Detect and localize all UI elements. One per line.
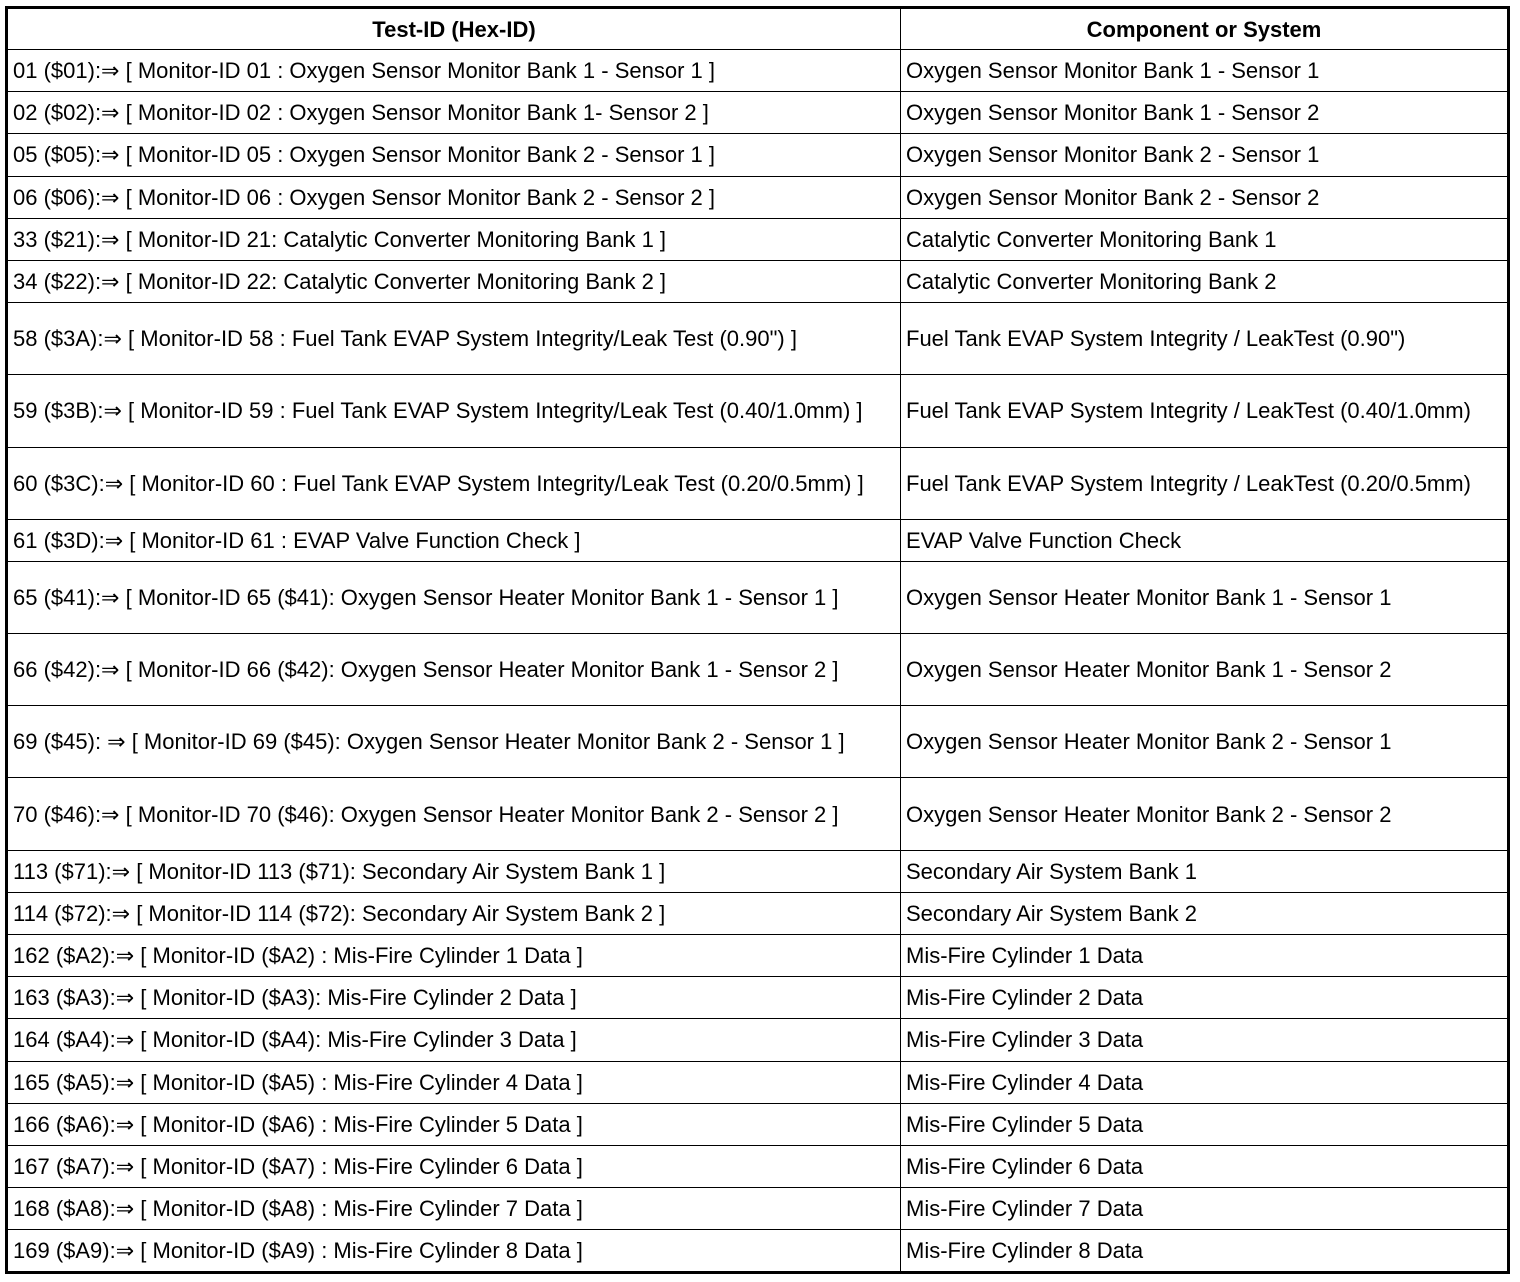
test-id-cell: 01 ($01):⇒ [ Monitor-ID 01 : Oxygen Sensor Monitor Bank 1 - Sensor 1 ]: [7, 50, 901, 92]
test-id-cell: 65 ($41):⇒ [ Monitor-ID 65 ($41): Oxygen Sensor Heater Monitor Bank 1 - Sensor 1 ]: [7, 561, 901, 633]
component-cell: Fuel Tank EVAP System Integrity / LeakTest (0.90"): [901, 303, 1509, 375]
table-row: [7, 850, 1509, 892]
header-component: Component or System: [901, 8, 1509, 50]
test-id-cell: 113 ($71):⇒ [ Monitor-ID 113 ($71): Secondary Air System Bank 1 ]: [7, 850, 901, 892]
table-row: [7, 375, 1509, 447]
component-cell: Oxygen Sensor Monitor Bank 1 - Sensor 1: [901, 50, 1509, 92]
table-row: [7, 634, 1509, 706]
table-row: [7, 218, 1509, 260]
test-id-cell: 164 ($A4):⇒ [ Monitor-ID ($A4): Mis-Fire Cylinder 3 Data ]: [7, 1019, 901, 1061]
component-cell: Secondary Air System Bank 1: [901, 850, 1509, 892]
test-id-cell: 02 ($02):⇒ [ Monitor-ID 02 : Oxygen Sensor Monitor Bank 1- Sensor 2 ]: [7, 92, 901, 134]
component-cell: Oxygen Sensor Heater Monitor Bank 1 - Sensor 1: [901, 561, 1509, 633]
test-id-cell: 114 ($72):⇒ [ Monitor-ID 114 ($72): Secondary Air System Bank 2 ]: [7, 892, 901, 934]
component-cell: Mis-Fire Cylinder 4 Data: [901, 1061, 1509, 1103]
component-cell: Oxygen Sensor Heater Monitor Bank 1 - Sensor 2: [901, 634, 1509, 706]
table-row: [7, 1019, 1509, 1061]
test-id-cell: 61 ($3D):⇒ [ Monitor-ID 61 : EVAP Valve Function Check ]: [7, 519, 901, 561]
component-cell: Mis-Fire Cylinder 5 Data: [901, 1103, 1509, 1145]
component-cell: Oxygen Sensor Heater Monitor Bank 2 - Sensor 1: [901, 706, 1509, 778]
test-id-cell: 165 ($A5):⇒ [ Monitor-ID ($A5) : Mis-Fire Cylinder 4 Data ]: [7, 1061, 901, 1103]
table-row: [7, 519, 1509, 561]
table-row: [7, 1230, 1509, 1272]
test-id-cell: 162 ($A2):⇒ [ Monitor-ID ($A2) : Mis-Fire Cylinder 1 Data ]: [7, 935, 901, 977]
header-test-id: Test-ID (Hex-ID): [7, 8, 901, 50]
test-id-cell: 60 ($3C):⇒ [ Monitor-ID 60 : Fuel Tank EVAP System Integrity/Leak Test (0.20/0.5mm) ]: [7, 447, 901, 519]
component-cell: Catalytic Converter Monitoring Bank 2: [901, 260, 1509, 302]
test-id-cell: 70 ($46):⇒ [ Monitor-ID 70 ($46): Oxygen Sensor Heater Monitor Bank 2 - Sensor 2 ]: [7, 778, 901, 850]
table-row: [7, 706, 1509, 778]
component-cell: EVAP Valve Function Check: [901, 519, 1509, 561]
test-id-cell: 05 ($05):⇒ [ Monitor-ID 05 : Oxygen Sensor Monitor Bank 2 - Sensor 1 ]: [7, 134, 901, 176]
table-row: [7, 260, 1509, 302]
table-row: [7, 778, 1509, 850]
component-cell: Oxygen Sensor Monitor Bank 2 - Sensor 1: [901, 134, 1509, 176]
component-cell: Catalytic Converter Monitoring Bank 1: [901, 218, 1509, 260]
component-cell: Oxygen Sensor Heater Monitor Bank 2 - Sensor 2: [901, 778, 1509, 850]
test-id-cell: 34 ($22):⇒ [ Monitor-ID 22: Catalytic Converter Monitoring Bank 2 ]: [7, 260, 901, 302]
component-cell: Fuel Tank EVAP System Integrity / LeakTest (0.20/0.5mm): [901, 447, 1509, 519]
component-cell: Mis-Fire Cylinder 1 Data: [901, 935, 1509, 977]
table-row: [7, 303, 1509, 375]
component-cell: Oxygen Sensor Monitor Bank 1 - Sensor 2: [901, 92, 1509, 134]
test-id-cell: 69 ($45): ⇒ [ Monitor-ID 69 ($45): Oxygen Sensor Heater Monitor Bank 2 - Sensor 1 ]: [7, 706, 901, 778]
test-id-cell: 58 ($3A):⇒ [ Monitor-ID 58 : Fuel Tank EVAP System Integrity/Leak Test (0.90") ]: [7, 303, 901, 375]
table-body: [7, 50, 1509, 1273]
monitor-test-id-table: [5, 6, 1510, 1274]
test-id-cell: 169 ($A9):⇒ [ Monitor-ID ($A9) : Mis-Fire Cylinder 8 Data ]: [7, 1230, 901, 1272]
table-row: [7, 1145, 1509, 1187]
test-id-cell: 66 ($42):⇒ [ Monitor-ID 66 ($42): Oxygen Sensor Heater Monitor Bank 1 - Sensor 2 ]: [7, 634, 901, 706]
table-row: [7, 92, 1509, 134]
test-id-cell: 168 ($A8):⇒ [ Monitor-ID ($A8) : Mis-Fire Cylinder 7 Data ]: [7, 1188, 901, 1230]
table-header-row: [7, 8, 1509, 50]
test-id-cell: 33 ($21):⇒ [ Monitor-ID 21: Catalytic Converter Monitoring Bank 1 ]: [7, 218, 901, 260]
test-id-cell: 163 ($A3):⇒ [ Monitor-ID ($A3): Mis-Fire Cylinder 2 Data ]: [7, 977, 901, 1019]
test-id-cell: 166 ($A6):⇒ [ Monitor-ID ($A6) : Mis-Fire Cylinder 5 Data ]: [7, 1103, 901, 1145]
component-cell: Oxygen Sensor Monitor Bank 2 - Sensor 2: [901, 176, 1509, 218]
table-row: [7, 176, 1509, 218]
test-id-cell: 06 ($06):⇒ [ Monitor-ID 06 : Oxygen Sensor Monitor Bank 2 - Sensor 2 ]: [7, 176, 901, 218]
table-row: [7, 977, 1509, 1019]
table-row: [7, 935, 1509, 977]
document-page: [5, 6, 1510, 1274]
component-cell: Mis-Fire Cylinder 7 Data: [901, 1188, 1509, 1230]
component-cell: Mis-Fire Cylinder 8 Data: [901, 1230, 1509, 1272]
component-cell: Mis-Fire Cylinder 6 Data: [901, 1145, 1509, 1187]
component-cell: Secondary Air System Bank 2: [901, 892, 1509, 934]
component-cell: Fuel Tank EVAP System Integrity / LeakTest (0.40/1.0mm): [901, 375, 1509, 447]
table-row: [7, 1103, 1509, 1145]
table-row: [7, 1188, 1509, 1230]
table-row: [7, 447, 1509, 519]
table-row: [7, 134, 1509, 176]
table-row: [7, 561, 1509, 633]
table-row: [7, 892, 1509, 934]
table-row: [7, 1061, 1509, 1103]
test-id-cell: 167 ($A7):⇒ [ Monitor-ID ($A7) : Mis-Fire Cylinder 6 Data ]: [7, 1145, 901, 1187]
table-row: [7, 50, 1509, 92]
component-cell: Mis-Fire Cylinder 2 Data: [901, 977, 1509, 1019]
component-cell: Mis-Fire Cylinder 3 Data: [901, 1019, 1509, 1061]
test-id-cell: 59 ($3B):⇒ [ Monitor-ID 59 : Fuel Tank EVAP System Integrity/Leak Test (0.40/1.0mm) ]: [7, 375, 901, 447]
